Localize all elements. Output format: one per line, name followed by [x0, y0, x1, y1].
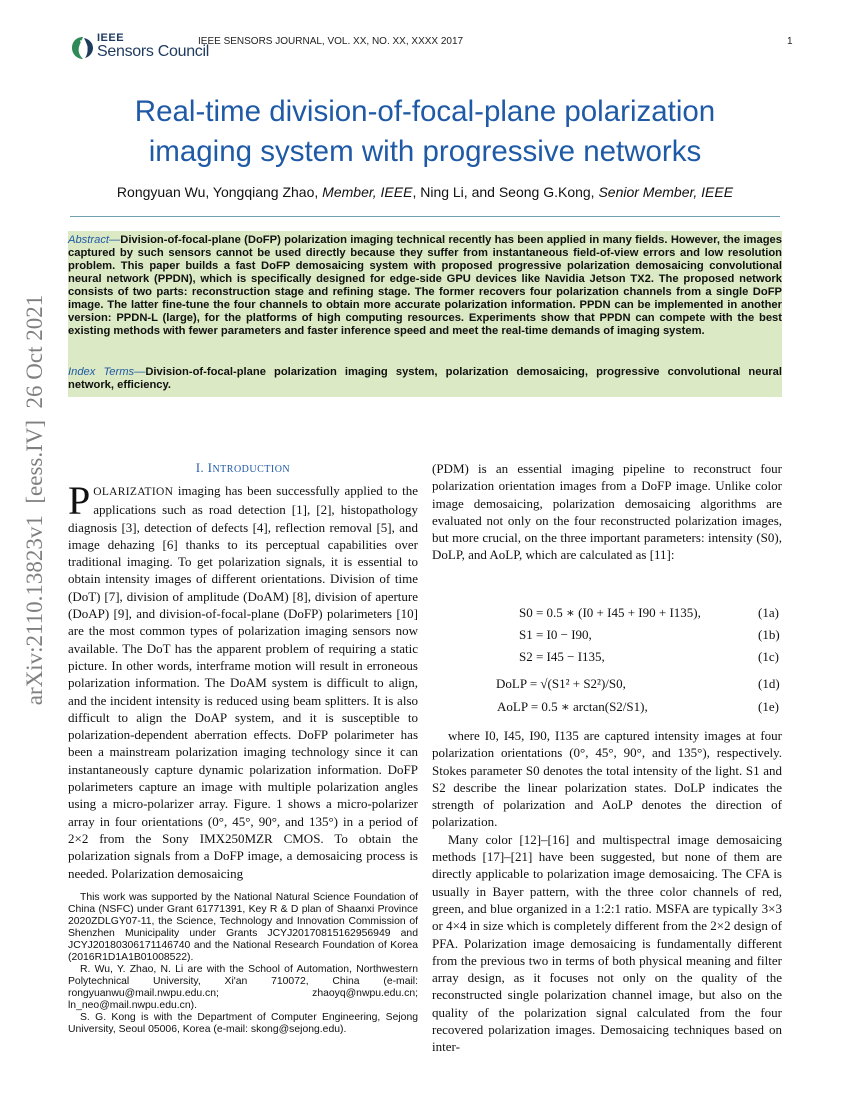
author-role-1: Member, IEEE — [322, 184, 413, 200]
intro-paragraph-4: Many color [12]–[16] and multispectral image demosaicing methods [17]–[21] have been suggested, but none of them are directly applicable to polarization image demosaicing. The CFA is usually in Bayer pattern, with the three color channels of red, green, and blue organized in a 1:2:1 ratio. MSFA are typically 3×3 or 4×4 in size which is completely different from the 2×2 design of PFA. Polarization image demosaicing is fundamentally different from the previous two in terms of both physical meaning and filter array design, as it focuses not only on the quality of the reconstructed single polarization channel image, but also on the quality of the polarization signal calculated from the four recovered polarization images. Demosaicing techniques based on inter- — [432, 831, 782, 1055]
section-number: I. — [195, 461, 208, 475]
equation-1e: AoLP = 0.5 ∗ arctan(S2/S1), — [497, 699, 648, 714]
author-names-2: , Ning Li, and Seong G.Kong, — [412, 184, 599, 200]
equation-1c: S2 = I45 − I135, — [519, 649, 605, 664]
title-line-2: imaging system with progressive networks — [148, 135, 702, 168]
page-number: 1 — [787, 36, 793, 47]
arxiv-stamp — [2, 290, 56, 710]
journal-header: IEEE SENSORS JOURNAL, VOL. XX, NO. XX, XXXX 2017 — [198, 36, 464, 47]
council-globe-icon — [70, 33, 96, 61]
equation-1d: DoLP = √(S1² + S2²)/S0, — [496, 676, 626, 691]
abstract-body: Division-of-focal-plane (DoFP) polarization imaging technical recently has been applied in many fields. However, the images captured by such sensors cannot be used directly because they suffer from instantaneous field-of-view errors and low resolution problem. This paper builds a fast DoFP demosaicing system with proposed progressive polarization demosaicing convolutional neural network (PPDN), which is specifically designed for edge-side GPU devices like Navidia Jetson TX2. The proposed network consists of two parts: reconstruction stage and refining stage. The former recovers four polarization channels from a single DoFP image. The latter fine-tune the four channels to obtain more accurate polarization information. PPDN can be implemented in another version: PPDN-L (large), for the platforms of high computing resources. Experiments show that PPDN can compete with the best existing methods with fewer parameters and faster inference speed and meet the real-time demands of imaging system. — [68, 234, 782, 337]
footnote — [68, 892, 418, 1036]
equation-1b: S1 = I0 − I90, — [519, 627, 592, 642]
equation-number-1d: (1d) — [758, 676, 780, 691]
footnote-funding: This work was supported by the National Natural Science Foundation of China (NSFC) under Grant 61771391, Key R & D plan of Shaanxi Province 2020ZDLGY07-11, the Science, Technology and Innovation Commission of Shenzhen Municipality under Grants JCYJ20170815162956949 and JCYJ20180306171146740 and the National Research Foundation of Korea (2016R1D1A1B01008522). — [68, 892, 418, 963]
equation-number-1e: (1e) — [758, 699, 779, 714]
index-terms — [68, 366, 782, 392]
paper-title — [70, 92, 780, 172]
equation-number-1a: (1a) — [758, 605, 779, 620]
title-line-1: Real-time division-of-focal-plane polarization — [134, 95, 716, 128]
section-heading-introduction — [68, 461, 418, 476]
abstract-dash: — — [109, 234, 121, 246]
logo-council-text: Sensors Council — [97, 43, 210, 60]
index-terms-label: Index Terms — [68, 366, 135, 378]
right-column-top — [432, 460, 782, 564]
arxiv-stamp-text: arXiv:2110.13823v1 [eess.IV] 26 Oct 2021 — [22, 294, 47, 706]
abstract-box — [68, 231, 782, 397]
index-terms-dash: — — [134, 366, 146, 378]
logo-ieee-text: IEEE — [97, 32, 125, 44]
intro-paragraph-1-text: imaging has been successfully applied to the applications such as road detection [1], [2], histopathology diagnosis [3], detection of defects [4], reflection removal [5], and image dehazing [6] thanks to its perceptual capabilities over traditional imaging. To get polarization signals, it is essential to obtain intensity images of different orientations. Division of time (DoT) [7], division of amplitude (DoAM) [8], division of aperture (DoAP) [9], and division-of-focal-plane (DoFP) polarimeters [10] are the most common types of polarization imaging sensors now available. The DoT has the apparent problem of requiring a static picture. In other words, interframe motion will result in erroneous polarization information. The DoAM system is difficult to align, and the incident intensity is reduced using beam splitters. It is also difficult to align the DoAP system, and it is susceptible to polarization-dependent aberration effects. DoFP polarimeter has been a mainstream polarization imaging technology since it can instantaneously capture dynamic polarization information. DoFP polarimeters capture an image with multiple polarization angles using a micro-polarizer array. Figure. 1 shows a micro-polarizer array in four orientations (0°, 45°, 90°, and 135°) in a period of 2×2 from the Sony IMX250MZR CMOS. To obtain the polarization signals from a DoFP image, a demosaicing process is needed. Polarization demosaicing — [68, 483, 418, 881]
intro-caps-word: OLARIZATION — [93, 486, 174, 498]
author-list — [70, 184, 780, 200]
section-title-first: I — [207, 461, 213, 475]
ieee-sensors-council-logo — [70, 30, 210, 64]
right-column-bottom — [432, 727, 782, 1056]
author-names-1: Rongyuan Wu, Yongqiang Zhao, — [116, 184, 323, 200]
abstract-label: Abstract — [68, 234, 110, 246]
intro-paragraph-2: (PDM) is an essential imaging pipeline to reconstruct four polarization orientation images from a DoFP image. Unlike color image demosaicing, polarization demosaicing algorithms are evaluated not only on the four reconstructed polarization images, but more crucial, on the three important parameters: intensity (S0), DoLP, and AoLP, which are calculated as [11]: — [432, 461, 782, 563]
dropcap-letter: P — [68, 478, 91, 523]
index-terms-body: Division-of-focal-plane polarization imaging system, polarization demosaicing, progressive convolutional neural network, efficiency. — [68, 366, 782, 391]
section-title-rest: NTRODUCTION — [212, 464, 291, 475]
author-role-2: Senior Member, IEEE — [598, 184, 734, 200]
intro-paragraph-3: where I0, I45, I90, I135 are captured intensity images at four polarization orientations (0°, 45°, 90°, and 135°), respectively. Stokes parameter S0 denotes the total intensity of the light. S1 and S2 describe the linear polarization states. DoLP indicates the strength of polarization and AoLP denotes the direction of polarization. — [432, 728, 782, 830]
equation-number-1b: (1b) — [758, 627, 780, 642]
equation-number-1c: (1c) — [758, 649, 779, 664]
equation-1a: S0 = 0.5 ∗ (I0 + I45 + I90 + I135), — [519, 605, 701, 620]
intro-paragraph-1 — [68, 478, 418, 882]
footnote-affiliation-2: S. G. Kong is with the Department of Computer Engineering, Sejong University, Seoul 05006, Korea (e-mail: skong@sejong.edu). — [68, 1012, 418, 1035]
title-divider — [70, 216, 780, 217]
abstract — [68, 234, 782, 338]
left-column — [68, 478, 418, 882]
footnote-affiliation-1: R. Wu, Y. Zhao, N. Li are with the School of Automation, Northwestern Polytechnical University, Xi'an 710072, China (e-mail: rongyuanwu@mail.nwpu.edu.cn; zhaoyq@nwpu.edu.cn; ln_neo@mail.nwpu.edu.cn). — [68, 964, 418, 1011]
